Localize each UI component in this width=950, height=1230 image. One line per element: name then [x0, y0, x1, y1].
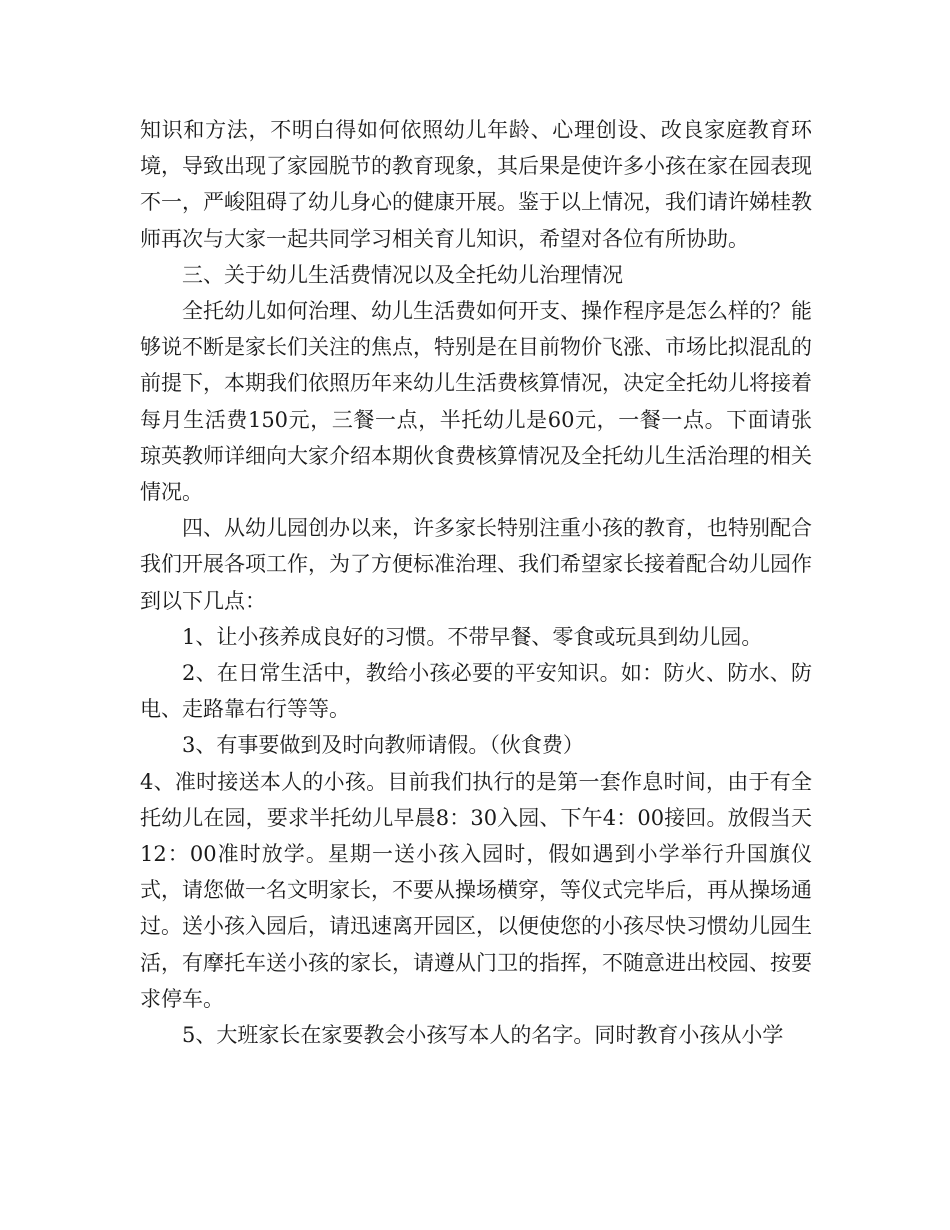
list-item-2: 2、在日常生活中，教给小孩必要的平安知识。如：防火、防水、防电、走路靠右行等等。 [140, 661, 812, 722]
paragraph-living-fee: 全托幼儿如何治理、幼儿生活费如何开支、操作程序是怎么样的？能够说不断是家长们关注的焦点，特别是在目前物价飞涨、市场比拟混乱的前提下，本期我们依照历年来幼儿生活费核算情况，决定全托幼儿将接着每月生活费150元，三餐一点，半托幼儿是60元，一餐一点。下面请张琼英教师详细向大家介绍本期伙食费核算情况及全托幼儿生活治理的相关情况。 [140, 299, 812, 505]
list-item-1: 1、让小孩养成良好的习惯。不带早餐、零食或玩具到幼儿园。 [182, 624, 763, 649]
section-heading-four: 四、从幼儿园创办以来，许多家长特别注重小孩的教育，也特别配合我们开展各项工作，为了方便标准治理、我们希望家长接着配合幼儿园作到以下几点： [140, 516, 812, 613]
paragraph-continuation: 知识和方法，不明白得如何依照幼儿年龄、心理创设、改良家庭教育环境，导致出现了家园脱节的教育现象，其后果是使许多小孩在家在园表现不一，严峻阻碍了幼儿身心的健康开展。鉴于以上情况，我们请许娣桂教师再次与大家一起共同学习相关育儿知识，希望对各位有所协助。 [140, 118, 812, 251]
list-item-3: 3、有事要做到及时向教师请假。（伙食费） [182, 733, 584, 758]
section-heading-three: 三、关于幼儿生活费情况以及全托幼儿治理情况 [182, 262, 623, 287]
list-item-4: 4、准时接送本人的小孩。目前我们执行的是第一套作息时间，由于有全托幼儿在园，要求半托幼儿早晨8：30入园、下午4：00接回。放假当天12：00准时放学。星期一送小孩入园时，假如遇到小学举行升国旗仪式，请您做一名文明家长，不要从操场横穿，等仪式完毕后，再从操场通过。送小孩入园后，请迅速离开园区，以便使您的小孩尽快习惯幼儿园生活，有摩托车送小孩的家长，请遵从门卫的指挥，不随意进出校园、按要求停车。 [140, 769, 812, 1011]
list-item-5: 5、大班家长在家要教会小孩写本人的名字。同时教育小孩从小学 [182, 1023, 784, 1048]
document-body [140, 112, 812, 1053]
